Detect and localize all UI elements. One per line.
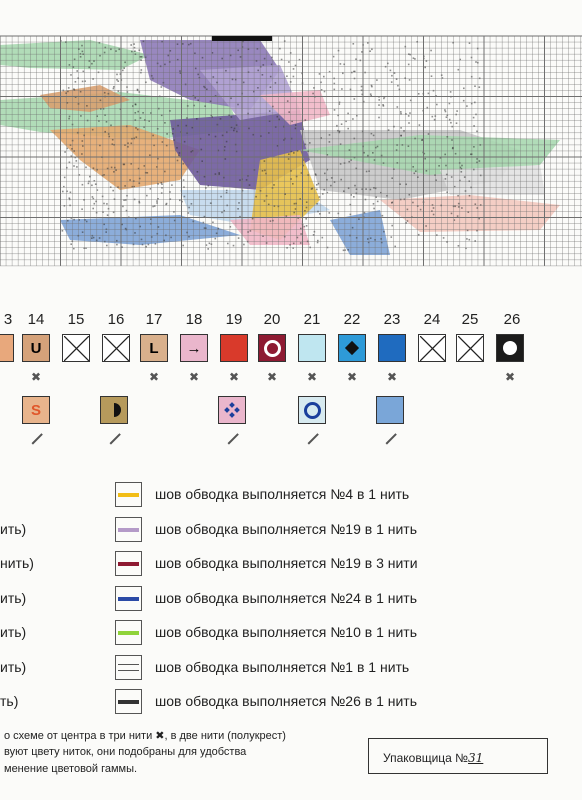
half-cross-mark-icon <box>228 433 239 444</box>
full-cross-mark-icon: ✖ <box>346 370 358 384</box>
color-number-26: 26 <box>503 311 521 328</box>
backstitch-color-swatch <box>115 689 142 714</box>
empty-cross-icon <box>456 334 484 362</box>
backstitch-color-swatch <box>115 620 142 645</box>
backstitch-description: шов обводка выполняется №19 в 3 нити <box>155 555 418 571</box>
full-cross-mark-icon: ✖ <box>386 370 398 384</box>
color-number-15: 15 <box>67 311 85 328</box>
thread-swatch-n19 <box>220 334 248 362</box>
thread-swatch-n26 <box>496 334 524 362</box>
packer-stamp-box <box>368 738 548 774</box>
backstitch-color-swatch <box>115 586 142 611</box>
color-number-17: 17 <box>145 311 163 328</box>
thread-swatch-n18: → <box>180 334 208 362</box>
backstitch-color-swatch <box>115 551 142 576</box>
full-cross-mark-icon: ✖ <box>188 370 200 384</box>
cross-stitch-pattern-chart <box>0 0 582 290</box>
thread-note-fragment: ть) <box>0 693 19 709</box>
half-stitch-swatch-h4 <box>298 396 326 424</box>
thread-swatch-n3 <box>0 334 14 362</box>
thread-swatch-n14: U <box>22 334 50 362</box>
footer-instruction-line-2: вуют цвету ниток, они подобраны для удобства <box>4 746 247 758</box>
thread-swatch-n21 <box>298 334 326 362</box>
color-number-22: 22 <box>343 311 361 328</box>
full-cross-mark-icon: ✖ <box>306 370 318 384</box>
color-number-16: 16 <box>107 311 125 328</box>
color-number-20: 20 <box>263 311 281 328</box>
full-cross-mark-icon: ✖ <box>228 370 240 384</box>
color-number-25: 25 <box>461 311 479 328</box>
empty-cross-icon <box>62 334 90 362</box>
half-cross-mark-icon <box>386 433 397 444</box>
color-number-23: 23 <box>383 311 401 328</box>
backstitch-description: шов обводка выполняется №10 в 1 нить <box>155 624 418 640</box>
backstitch-description: шов обводка выполняется №4 в 1 нить <box>155 486 410 502</box>
packer-number: 31 <box>468 751 484 765</box>
empty-cross-icon <box>418 334 446 362</box>
half-cross-mark-icon <box>308 433 319 444</box>
color-number-24: 24 <box>423 311 441 328</box>
full-cross-mark-icon: ✖ <box>504 370 516 384</box>
color-number-19: 19 <box>225 311 243 328</box>
thread-note-fragment: ить) <box>0 658 27 675</box>
color-number-18: 18 <box>185 311 203 328</box>
thread-note-fragment: ить) <box>0 520 27 537</box>
backstitch-color-swatch <box>115 655 142 680</box>
half-stitch-swatch-h2 <box>100 396 128 424</box>
color-number-21: 21 <box>303 311 321 328</box>
color-number-14: 14 <box>27 311 45 328</box>
color-number-3: 3 <box>3 311 13 328</box>
thread-swatch-n20 <box>258 334 286 362</box>
half-stitch-swatch-h3 <box>218 396 246 424</box>
backstitch-description: шов обводка выполняется №26 в 1 нить <box>155 693 418 709</box>
backstitch-description: шов обводка выполняется №19 в 1 нить <box>155 520 418 537</box>
backstitch-color-swatch <box>115 517 142 542</box>
empty-cross-icon <box>102 334 130 362</box>
half-cross-mark-icon <box>110 433 121 444</box>
thread-note-fragment: ить) <box>0 624 27 640</box>
backstitch-color-swatch <box>115 482 142 507</box>
half-stitch-swatch-h1: S <box>22 396 50 424</box>
thread-swatch-n22 <box>338 334 366 362</box>
thread-note-fragment: нить) <box>0 555 34 571</box>
packer-label: Упаковщица № <box>383 751 469 765</box>
footer-instruction-line-3: менение цветовой гаммы. <box>4 763 138 775</box>
thread-note-fragment: ить) <box>0 589 27 606</box>
backstitch-description: шов обводка выполняется №24 в 1 нить <box>155 589 418 606</box>
half-stitch-swatch-h5 <box>376 396 404 424</box>
full-cross-mark-icon: ✖ <box>30 370 42 384</box>
full-cross-mark-icon: ✖ <box>148 370 160 384</box>
full-cross-mark-icon: ✖ <box>266 370 278 384</box>
half-cross-mark-icon <box>32 433 43 444</box>
thread-swatch-n17: L <box>140 334 168 362</box>
footer-instruction-line-1: о схеме от центра в три нити ✖, в две нити (полукрест) <box>4 730 286 742</box>
thread-swatch-n23 <box>378 334 406 362</box>
backstitch-description: шов обводка выполняется №1 в 1 нить <box>155 658 410 675</box>
